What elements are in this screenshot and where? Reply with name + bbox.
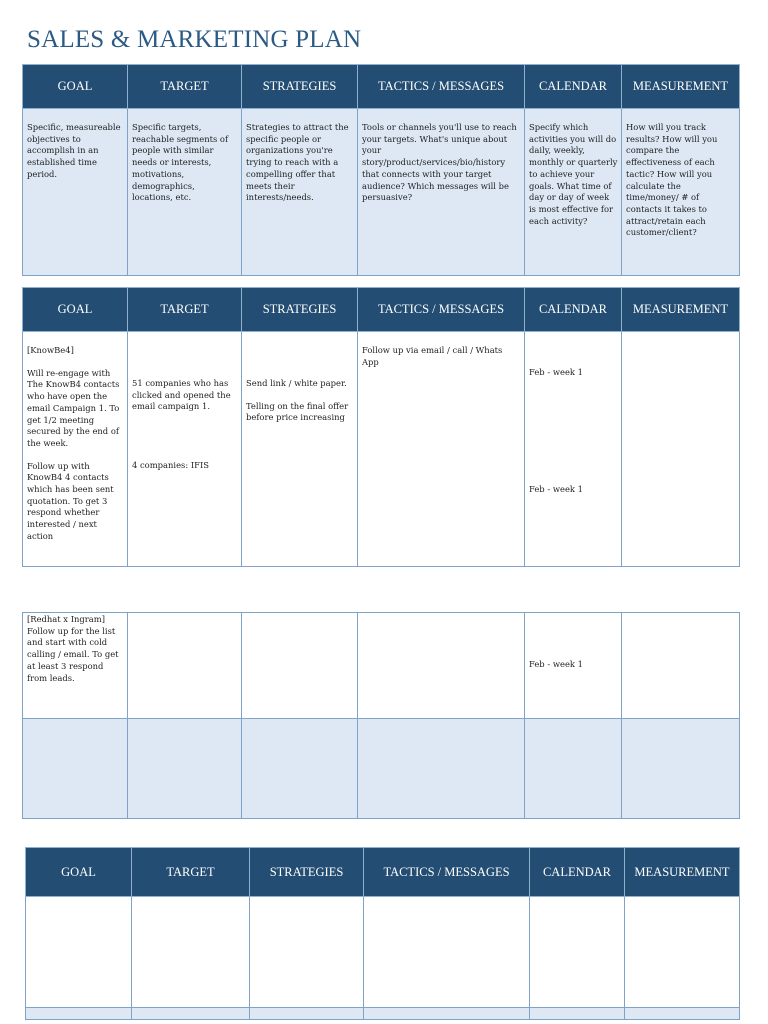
tactics-cell[interactable] [364, 1008, 530, 1020]
target-description: Specific targets, reachable segments of people with similar needs or interests, motivations, demographics, locations, etc. [128, 109, 242, 276]
calendar-cell[interactable] [530, 897, 625, 1008]
header-row [23, 65, 740, 109]
header-goal: GOAL [23, 288, 128, 332]
strategies-cell[interactable] [242, 613, 358, 719]
goal-tag: [KnowBe4] [27, 345, 74, 355]
strategy-text: Telling on the final offer before price increasing [246, 400, 349, 423]
strategies-cell[interactable] [250, 897, 364, 1008]
measurement-description: How will you track results? How will you compare the effectiveness of each tactic? How will you calculate the time/money/ # of contacts it takes to attract/retain each customer/client? [622, 109, 740, 276]
target-cell[interactable] [132, 897, 250, 1008]
goal-text: Follow up for the list and start with cold calling / email. To get at least 3 respond from leads. [27, 625, 119, 683]
goal-description: Specific, measureable objectives to accomplish in an established time period. [23, 109, 128, 276]
tactics-text: Follow up via email / call / Whats App [362, 345, 503, 367]
header-target: TARGET [128, 65, 242, 109]
measurement-cell[interactable] [625, 897, 740, 1008]
strategy-text: Send link / white paper. [246, 378, 347, 388]
calendar-cell[interactable] [530, 1008, 625, 1020]
header-tactics: TACTICS / MESSAGES [358, 288, 525, 332]
measurement-cell[interactable] [622, 613, 740, 719]
target-text: 51 companies who has clicked and opened the email campaign 1. [132, 378, 231, 412]
header-measurement: MEASUREMENT [622, 65, 740, 109]
measurement-cell[interactable] [625, 1008, 740, 1020]
header-target: TARGET [128, 288, 242, 332]
calendar-cell[interactable] [525, 719, 622, 819]
target-cell[interactable] [128, 613, 242, 719]
strategies-cell[interactable] [242, 332, 358, 567]
goal-cell[interactable] [23, 719, 128, 819]
calendar-cell[interactable] [525, 332, 622, 567]
goal-cell[interactable] [23, 332, 128, 567]
strategies-description: Strategies to attract the specific people or organizations you're trying to reach with a compelling offer that meets their interests/needs. [242, 109, 358, 276]
goal-text: Follow up with KnowB4 4 contacts which has been sent quotation. To get 3 respond whether interested / next action [27, 460, 114, 541]
calendar-description: Specify which activities you will do daily, weekly, monthly or quarterly to achieve your goals. What time of day or day of week is most effective for each activity? [525, 109, 622, 276]
header-calendar: CALENDAR [530, 848, 625, 897]
tactics-description: Tools or channels you'll use to reach your targets. What's unique about your story/product/services/bio/history that connects with your target audience? Which messages will be persuasive? [358, 109, 525, 276]
page-title: SALES & MARKETING PLAN [27, 26, 362, 53]
description-row [23, 109, 740, 276]
plan-row-empty [26, 1008, 740, 1020]
header-strategies: STRATEGIES [242, 65, 358, 109]
calendar-text: Feb - week 1 [529, 483, 583, 494]
header-measurement: MEASUREMENT [622, 288, 740, 332]
target-cell[interactable] [132, 1008, 250, 1020]
plan-row-empty [26, 897, 740, 1008]
header-row [26, 848, 740, 897]
header-calendar: CALENDAR [525, 288, 622, 332]
calendar-text: Feb - week 1 [529, 367, 583, 377]
plan-table-blank [25, 847, 740, 1020]
header-tactics: TACTICS / MESSAGES [358, 65, 525, 109]
plan-table-guide [22, 64, 740, 276]
target-cell[interactable] [128, 719, 242, 819]
goal-cell[interactable] [26, 897, 132, 1008]
plan-table-redhat [22, 612, 740, 819]
goal-cell[interactable] [23, 613, 128, 719]
plan-row [23, 613, 740, 719]
header-goal: GOAL [23, 65, 128, 109]
plan-table-knowbe4 [22, 287, 740, 567]
tactics-cell[interactable] [358, 719, 525, 819]
header-target: TARGET [132, 848, 250, 897]
plan-row-empty [23, 719, 740, 819]
tactics-cell[interactable] [364, 897, 530, 1008]
header-measurement: MEASUREMENT [625, 848, 740, 897]
tactics-cell[interactable] [358, 332, 525, 567]
target-cell[interactable] [128, 332, 242, 567]
target-text: 4 companies: IFIS [132, 460, 209, 471]
measurement-cell[interactable] [622, 719, 740, 819]
header-calendar: CALENDAR [525, 65, 622, 109]
header-strategies: STRATEGIES [242, 288, 358, 332]
calendar-text: Feb - week 1 [529, 659, 583, 669]
header-tactics: TACTICS / MESSAGES [364, 848, 530, 897]
tactics-cell[interactable] [358, 613, 525, 719]
plan-row [23, 332, 740, 567]
calendar-cell[interactable] [525, 613, 622, 719]
measurement-cell[interactable] [622, 332, 740, 567]
strategies-cell[interactable] [242, 719, 358, 819]
strategies-cell[interactable] [250, 1008, 364, 1020]
header-goal: GOAL [26, 848, 132, 897]
header-strategies: STRATEGIES [250, 848, 364, 897]
header-row [23, 288, 740, 332]
goal-cell[interactable] [26, 1008, 132, 1020]
goal-tag: [Redhat x Ingram] [27, 614, 105, 624]
goal-text: Will re-engage with The KnowB4 contacts who have open the email Campaign 1. To get 1/2 meeting secured by the end of the week. [27, 367, 120, 448]
